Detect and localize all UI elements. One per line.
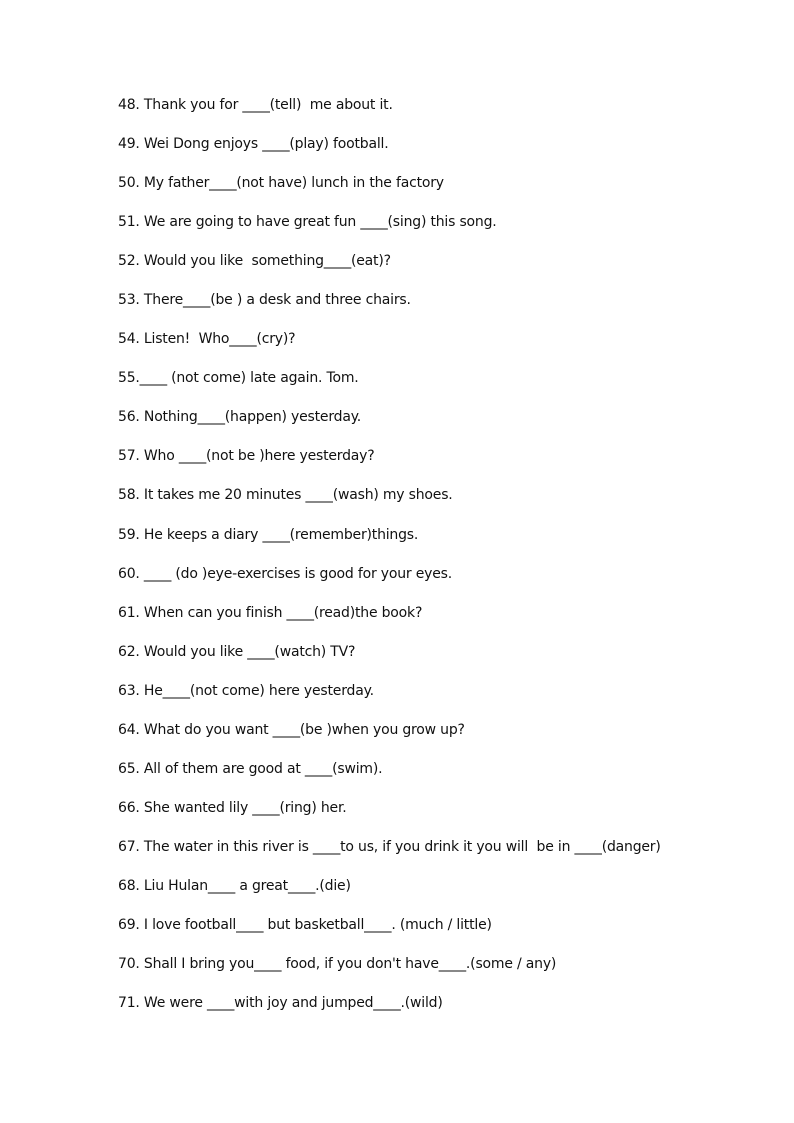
exercise-line: 58. It takes me 20 minutes ____(wash) my shoes. — [118, 487, 453, 504]
exercise-line: 49. Wei Dong enjoys ____(play) football. — [118, 136, 389, 153]
exercise-line: 55.____ (not come) late again. Tom. — [118, 370, 359, 387]
exercise-line: 70. Shall I bring you____ food, if you don't have____.(some / any) — [118, 956, 557, 973]
exercise-line: 61. When can you finish ____(read)the book? — [118, 604, 423, 621]
exercise-line: 48. Thank you for ____(tell) me about it. — [118, 97, 393, 113]
exercise-line: 67. The water in this river is ____to us, if you drink it you will be in ____(danger) — [118, 838, 661, 855]
exercise-line: 62. Would you like ____(watch) TV? — [118, 643, 356, 660]
exercise-line: 52. Would you like something____(eat)? — [118, 253, 391, 270]
exercise-line: 54. Listen! Who____(cry)? — [118, 331, 296, 348]
exercise-list — [118, 94, 758, 1031]
exercise-line: 59. He keeps a diary ____(remember)things. — [118, 526, 419, 543]
exercise-line: 56. Nothing____(happen) yesterday. — [118, 409, 362, 426]
exercise-line: 68. Liu Hulan____ a great____.(die) — [118, 877, 351, 894]
exercise-line: 53. There____(be ) a desk and three chairs. — [118, 292, 411, 309]
exercise-line: 60. ____ (do )eye-exercises is good for your eyes. — [118, 565, 452, 582]
exercise-line: 71. We were ____with joy and jumped____.(wild) — [118, 995, 443, 1012]
exercise-line: 69. I love football____ but basketball____. (much / little) — [118, 916, 492, 933]
exercise-line: 65. All of them are good at ____(swim). — [118, 760, 383, 777]
exercise-line: 57. Who ____(not be )here yesterday? — [118, 448, 375, 465]
exercise-line: 64. What do you want ____(be )when you grow up? — [118, 721, 465, 738]
exercise-line: 63. He____(not come) here yesterday. — [118, 682, 374, 699]
exercise-line: 50. My father____(not have) lunch in the factory — [118, 175, 444, 192]
exercise-line: 51. We are going to have great fun ____(sing) this song. — [118, 214, 497, 231]
exercise-line: 66. She wanted lily ____(ring) her. — [118, 799, 347, 816]
